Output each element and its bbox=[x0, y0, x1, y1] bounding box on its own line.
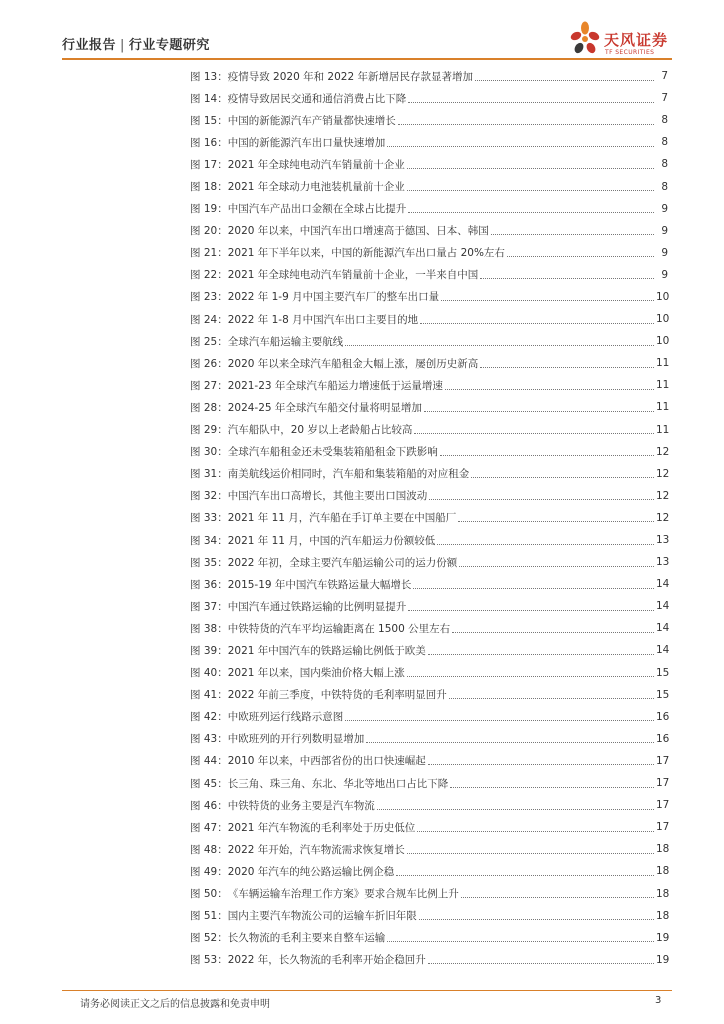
figure-title: 2010 年以来，中西部省份的出口快速崛起 bbox=[227, 755, 426, 768]
figure-title: 长久物流的毛利主要来自整车运输 bbox=[227, 932, 386, 945]
figure-title: 2020 年汽车的纯公路运输比例企稳 bbox=[227, 865, 395, 878]
figure-page-number: 18 bbox=[656, 909, 670, 922]
report-subtype: 行业专题研究 bbox=[128, 38, 210, 53]
figure-number: 图 15： bbox=[190, 114, 228, 127]
disclaimer-text: 请务必阅读正文之后的信息披露和免责申明 bbox=[80, 999, 270, 1010]
figure-title: 《车辆运输车治理工作方案》要求合规车比例上升 bbox=[227, 888, 459, 901]
figure-number: 图 27： bbox=[190, 379, 228, 392]
figure-title: 疫情导致居民交通和通信消费占比下降 bbox=[227, 92, 407, 105]
dot-leader bbox=[420, 323, 654, 324]
dot-leader bbox=[437, 544, 654, 545]
dot-leader bbox=[480, 367, 654, 368]
toc-entry[interactable] bbox=[190, 662, 668, 684]
dot-leader bbox=[398, 124, 654, 125]
figure-title: 2022 年开始，汽车物流需求恢复增长 bbox=[227, 843, 405, 856]
figure-page-number: 10 bbox=[656, 290, 670, 303]
figure-number: 图 51： bbox=[190, 910, 228, 923]
figure-title: 2021 年下半年以来，中国的新能源汽车出口量占 20%左右 bbox=[227, 247, 505, 260]
figure-page-number: 14 bbox=[656, 600, 670, 613]
figure-page-number: 14 bbox=[656, 622, 670, 635]
figure-page-number: 8 bbox=[661, 180, 668, 193]
figure-number: 图 38： bbox=[190, 622, 228, 635]
dot-leader bbox=[480, 278, 654, 279]
figure-page-number: 9 bbox=[661, 224, 668, 237]
toc-entry[interactable] bbox=[190, 750, 668, 772]
toc-entry[interactable] bbox=[190, 816, 668, 838]
figure-title: 2024-25 年全球汽车船交付量将明显增加 bbox=[227, 401, 422, 414]
figure-title: 2022 年，长久物流的毛利率开始企稳回升 bbox=[227, 954, 426, 967]
dot-leader bbox=[413, 588, 654, 589]
figure-title: 2022 年初，全球主要汽车船运输公司的运力份额 bbox=[227, 556, 458, 569]
figure-page-number: 15 bbox=[656, 666, 670, 679]
dot-leader bbox=[440, 455, 654, 456]
dot-leader bbox=[441, 300, 654, 301]
toc-entry[interactable] bbox=[190, 308, 668, 330]
toc-entry[interactable] bbox=[190, 220, 668, 242]
figure-number: 图 43： bbox=[190, 733, 228, 746]
figure-title: 2021 年 11 月，汽车船在手订单主要在中国船厂 bbox=[227, 512, 457, 525]
figure-page-number: 8 bbox=[661, 158, 668, 171]
dot-leader bbox=[449, 698, 654, 699]
toc-entry[interactable] bbox=[190, 242, 668, 264]
dot-leader bbox=[428, 963, 654, 964]
toc-entry[interactable] bbox=[190, 949, 668, 971]
figure-number: 图 18： bbox=[190, 181, 228, 194]
toc-entry[interactable] bbox=[190, 419, 668, 441]
figure-page-number: 7 bbox=[661, 92, 668, 105]
figure-number: 图 47： bbox=[190, 821, 228, 834]
figure-number: 图 16： bbox=[190, 136, 228, 149]
dot-leader bbox=[471, 477, 654, 478]
dot-leader bbox=[452, 632, 654, 633]
dot-leader bbox=[459, 566, 654, 567]
dot-leader bbox=[407, 190, 654, 191]
figure-title: 中铁特货的汽车平均运输距离在 1500 公里左右 bbox=[227, 622, 451, 635]
toc-entry[interactable] bbox=[190, 794, 668, 816]
dot-leader bbox=[450, 787, 654, 788]
figure-number: 图 41： bbox=[190, 689, 228, 702]
dot-leader bbox=[345, 720, 654, 721]
figure-number: 图 13： bbox=[190, 70, 228, 83]
figure-number: 图 44： bbox=[190, 755, 228, 768]
figure-number: 图 26： bbox=[190, 357, 228, 370]
figure-page-number: 11 bbox=[656, 357, 670, 370]
logo-subtext: TF SECURITIES bbox=[605, 49, 655, 56]
figure-number: 图 20： bbox=[190, 225, 228, 238]
figure-page-number: 11 bbox=[656, 379, 670, 392]
toc-entry[interactable] bbox=[190, 330, 668, 352]
figure-title: 中国的新能源汽车出口量快速增加 bbox=[227, 136, 386, 149]
figure-number: 图 35： bbox=[190, 556, 228, 569]
figure-page-number: 18 bbox=[656, 887, 670, 900]
toc-entry[interactable] bbox=[190, 905, 668, 927]
figure-number: 图 32： bbox=[190, 490, 228, 503]
toc-entry[interactable] bbox=[190, 529, 668, 551]
dot-leader bbox=[429, 499, 654, 500]
toc-entry[interactable] bbox=[190, 485, 668, 507]
dot-leader bbox=[407, 676, 654, 677]
figure-title: 2015-19 年中国汽车铁路运量大幅增长 bbox=[227, 578, 412, 591]
dot-leader bbox=[345, 345, 654, 346]
figure-number: 图 21： bbox=[190, 247, 228, 260]
figure-title: 2021 年以来，国内柴油价格大幅上涨 bbox=[227, 667, 405, 680]
figure-title: 2021-23 年全球汽车船运力增速低于运量增速 bbox=[227, 379, 443, 392]
figure-page-number: 12 bbox=[656, 489, 670, 502]
figure-title: 2020 年以来，中国汽车出口增速高于德国、日本、韩国 bbox=[227, 225, 489, 238]
figure-title: 中国汽车出口高增长，其他主要出口国波动 bbox=[227, 490, 428, 503]
toc-entry[interactable] bbox=[190, 396, 668, 418]
figure-number: 图 14： bbox=[190, 92, 228, 105]
dot-leader bbox=[461, 897, 654, 898]
toc-entry[interactable] bbox=[190, 838, 668, 860]
figure-page-number: 18 bbox=[656, 843, 670, 856]
dot-leader bbox=[424, 411, 654, 412]
figure-number: 图 37： bbox=[190, 600, 228, 613]
figure-title: 2022 年 1-9 月中国主要汽车厂的整车出口量 bbox=[227, 291, 440, 304]
figure-number: 图 19： bbox=[190, 203, 228, 216]
figure-title: 中欧班列运行线路示意图 bbox=[227, 711, 344, 724]
dot-leader bbox=[428, 764, 654, 765]
toc-entry[interactable] bbox=[190, 87, 668, 109]
figure-number: 图 24： bbox=[190, 313, 228, 326]
figure-page-number: 17 bbox=[656, 754, 670, 767]
toc-entry[interactable] bbox=[190, 441, 668, 463]
toc-entry[interactable] bbox=[190, 551, 668, 573]
flower-logo-icon bbox=[568, 20, 602, 60]
toc-entry[interactable] bbox=[190, 286, 668, 308]
figure-page-number: 18 bbox=[656, 865, 670, 878]
page-number: 3 bbox=[655, 995, 662, 1006]
figure-page-number: 8 bbox=[661, 114, 668, 127]
dot-leader bbox=[417, 831, 654, 832]
dot-leader bbox=[377, 809, 654, 810]
figure-number: 图 49： bbox=[190, 865, 228, 878]
figure-title: 2021 年 11 月，中国的汽车船运力份额较低 bbox=[227, 534, 436, 547]
figure-title: 2021 年中国汽车的铁路运输比例低于欧美 bbox=[227, 644, 426, 657]
header-divider bbox=[62, 58, 672, 60]
toc-entry[interactable] bbox=[190, 507, 668, 529]
figure-page-number: 16 bbox=[656, 732, 670, 745]
figure-page-number: 12 bbox=[656, 511, 670, 524]
figure-number: 图 53： bbox=[190, 954, 228, 967]
dot-leader bbox=[507, 256, 654, 257]
dot-leader bbox=[408, 212, 654, 213]
figure-page-number: 17 bbox=[656, 821, 670, 834]
figure-title: 2022 年前三季度，中铁特货的毛利率明显回升 bbox=[227, 689, 447, 702]
figure-number: 图 34： bbox=[190, 534, 228, 547]
figure-number: 图 40： bbox=[190, 667, 228, 680]
figure-title: 疫情导致 2020 年和 2022 年新增居民存款显著增加 bbox=[227, 70, 473, 83]
figure-title: 2022 年 1-8 月中国汽车出口主要目的地 bbox=[227, 313, 419, 326]
figure-title: 2021 年全球纯电动汽车销量前十企业，一半来自中国 bbox=[227, 269, 479, 282]
figure-page-number: 19 bbox=[656, 931, 670, 944]
figure-title: 2021 年全球动力电池装机量前十企业 bbox=[227, 181, 405, 194]
toc-entry[interactable] bbox=[190, 573, 668, 595]
figure-number: 图 39： bbox=[190, 644, 228, 657]
figure-page-number: 17 bbox=[656, 799, 670, 812]
toc-entry[interactable] bbox=[190, 175, 668, 197]
toc-entry[interactable] bbox=[190, 264, 668, 286]
figure-page-number: 9 bbox=[661, 246, 668, 259]
dot-leader bbox=[419, 919, 654, 920]
figure-number: 图 23： bbox=[190, 291, 228, 304]
figure-title: 中国汽车通过铁路运输的比例明显提升 bbox=[227, 600, 407, 613]
figure-page-number: 13 bbox=[656, 534, 670, 547]
toc-entry[interactable] bbox=[190, 639, 668, 661]
figure-number: 图 25： bbox=[190, 335, 228, 348]
figure-page-number: 17 bbox=[656, 777, 670, 790]
figure-number: 图 42： bbox=[190, 711, 228, 724]
toc-entry[interactable] bbox=[190, 352, 668, 374]
figure-number: 图 31： bbox=[190, 468, 228, 481]
report-category bbox=[62, 34, 210, 53]
toc-entry[interactable] bbox=[190, 463, 668, 485]
figure-page-number: 10 bbox=[656, 335, 670, 348]
toc-entry[interactable] bbox=[190, 595, 668, 617]
logo-text: 天风证券 bbox=[604, 31, 669, 49]
figure-page-number: 8 bbox=[661, 136, 668, 149]
figure-number: 图 36： bbox=[190, 578, 228, 591]
figure-title: 中国的新能源汽车产销量都快速增长 bbox=[227, 114, 396, 127]
toc-entry[interactable] bbox=[190, 706, 668, 728]
dot-leader bbox=[396, 875, 654, 876]
dot-leader bbox=[366, 742, 654, 743]
dot-leader bbox=[491, 234, 654, 235]
dot-leader bbox=[407, 853, 654, 854]
figure-number: 图 17： bbox=[190, 158, 228, 171]
figure-title: 中国汽车产品出口金额在全球占比提升 bbox=[227, 203, 407, 216]
toc-entry[interactable] bbox=[190, 65, 668, 87]
figure-number: 图 52： bbox=[190, 932, 228, 945]
toc-entry[interactable] bbox=[190, 617, 668, 639]
dot-leader bbox=[458, 521, 654, 522]
figure-page-number: 12 bbox=[656, 445, 670, 458]
figure-number: 图 29： bbox=[190, 424, 228, 437]
figure-title: 全球汽车船运输主要航线 bbox=[227, 335, 344, 348]
figure-title: 汽车船队中，20 岁以上老龄船占比较高 bbox=[227, 424, 413, 437]
figure-page-number: 10 bbox=[656, 313, 670, 326]
figure-title: 长三角、珠三角、东北、华北等地出口占比下降 bbox=[227, 777, 449, 790]
dot-leader bbox=[408, 102, 654, 103]
figure-title: 全球汽车船租金还未受集装箱船租金下跌影响 bbox=[227, 446, 438, 459]
figure-page-number: 15 bbox=[656, 688, 670, 701]
figure-page-number: 12 bbox=[656, 467, 670, 480]
figure-number: 图 50： bbox=[190, 888, 228, 901]
figure-number: 图 30： bbox=[190, 446, 228, 459]
dot-leader bbox=[445, 389, 654, 390]
toc-entry[interactable] bbox=[190, 927, 668, 949]
figure-list bbox=[190, 65, 668, 971]
toc-entry[interactable] bbox=[190, 728, 668, 750]
dot-leader bbox=[475, 80, 654, 81]
dot-leader bbox=[408, 610, 654, 611]
figure-title: 国内主要汽车物流公司的运输车折旧年限 bbox=[227, 910, 417, 923]
figure-page-number: 16 bbox=[656, 710, 670, 723]
toc-entry[interactable] bbox=[190, 882, 668, 904]
figure-number: 图 45： bbox=[190, 777, 228, 790]
dot-leader bbox=[407, 168, 654, 169]
figure-title: 2021 年汽车物流的毛利率处于历史低位 bbox=[227, 821, 416, 834]
figure-number: 图 48： bbox=[190, 843, 228, 856]
figure-number: 图 46： bbox=[190, 799, 228, 812]
figure-number: 图 33： bbox=[190, 512, 228, 525]
figure-title: 2021 年全球纯电动汽车销量前十企业 bbox=[227, 158, 405, 171]
toc-entry[interactable] bbox=[190, 153, 668, 175]
dot-leader bbox=[428, 654, 654, 655]
figure-page-number: 11 bbox=[656, 401, 670, 414]
figure-page-number: 7 bbox=[661, 70, 668, 83]
footer-divider bbox=[62, 990, 672, 991]
figure-title: 中铁特货的业务主要是汽车物流 bbox=[227, 799, 375, 812]
dot-leader bbox=[387, 146, 654, 147]
figure-number: 图 28： bbox=[190, 401, 228, 414]
dot-leader bbox=[414, 433, 654, 434]
toc-entry[interactable] bbox=[190, 860, 668, 882]
figure-title: 2020 年以来全球汽车船租金大幅上涨，屡创历史新高 bbox=[227, 357, 479, 370]
toc-entry[interactable] bbox=[190, 131, 668, 153]
figure-page-number: 13 bbox=[656, 556, 670, 569]
figure-page-number: 19 bbox=[656, 953, 670, 966]
figure-title: 中欧班列的开行列数明显增加 bbox=[227, 733, 365, 746]
toc-entry[interactable] bbox=[190, 109, 668, 131]
figure-page-number: 14 bbox=[656, 644, 670, 657]
figure-page-number: 14 bbox=[656, 578, 670, 591]
figure-title: 南美航线运价相同时，汽车船和集装箱船的对应租金 bbox=[227, 468, 470, 481]
toc-entry[interactable] bbox=[190, 374, 668, 396]
figure-page-number: 9 bbox=[661, 268, 668, 281]
dot-leader bbox=[387, 941, 654, 942]
report-type: 行业报告 bbox=[62, 38, 117, 53]
toc-entry[interactable] bbox=[190, 198, 668, 220]
toc-entry[interactable] bbox=[190, 772, 668, 794]
figure-page-number: 9 bbox=[661, 202, 668, 215]
toc-entry[interactable] bbox=[190, 684, 668, 706]
figure-number: 图 22： bbox=[190, 269, 228, 282]
header-separator: | bbox=[120, 38, 125, 53]
figure-page-number: 11 bbox=[656, 423, 670, 436]
